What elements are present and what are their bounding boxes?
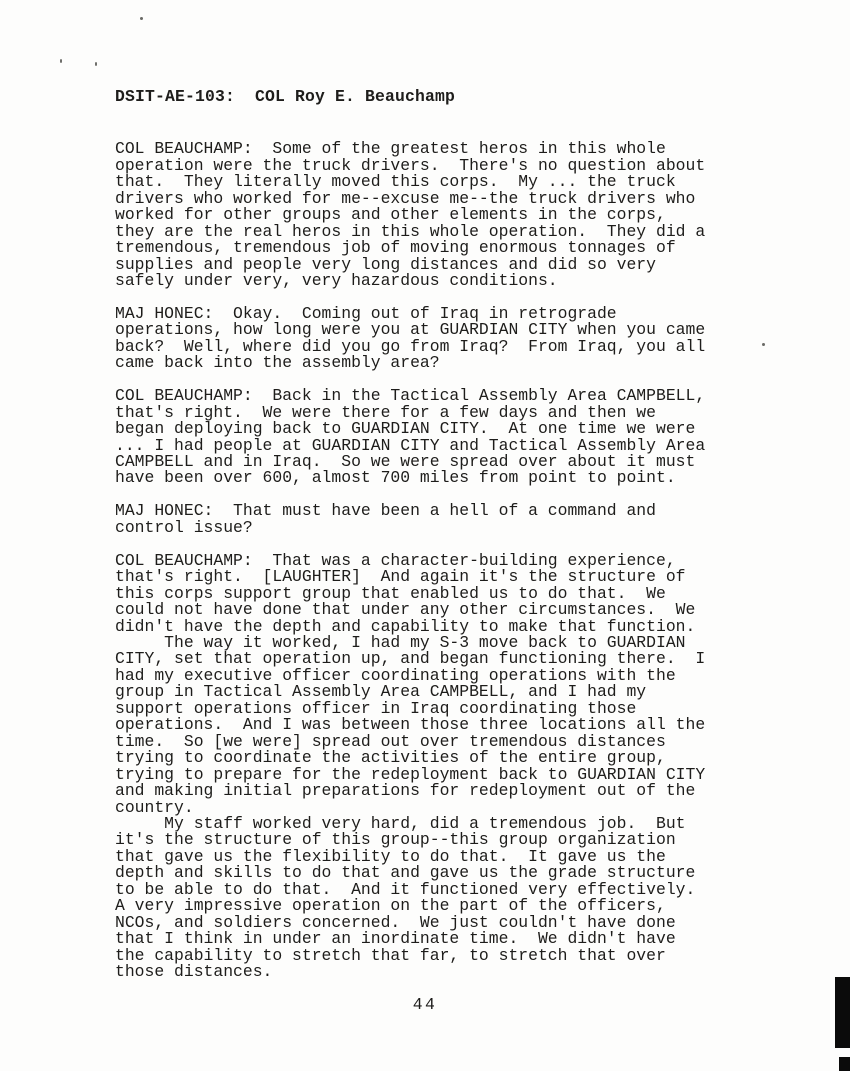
paragraph: COL BEAUCHAMP: That was a character-building experience, that's right. [LAUGHTER] And again it's the structure of this corps support group that enabled us to do that. We could not have done that under any other circumstances. We didn't have the depth and capability to make that function. The way it worked, I had my S-3 move back to GUARDIAN CITY, set that operation up, and began functioning there. I had my executive officer coordinating operations with the group in Tactical Assembly Area CAMPBELL, and I had my support operations officer in Iraq coordinating those operations. And I was between those three locations all the time. So [we were] spread out over tremendous distances trying to coordinate the activities of the entire group, trying to prepare for the redeployment back to GUARDIAN CITY and making initial preparations for redeployment out of the country. My staff worked very hard, did a tremendous job. But it's the structure of this group--this group organization that gave us the flexibility to do that. It gave us the depth and skills to do that and gave us the grade structure to be able to do that. And it functioned very effectively. A very impressive operation on the part of the officers, NCOs, and soldiers concerned. We just couldn't have done that I think in under an inordinate time. We didn't have the capability to stretch that far, to stretch that over those distances. [115,550,706,982]
scan-speck [95,62,97,66]
scan-speck [140,17,143,20]
paragraph: MAJ HONEC: That must have been a hell of a command and control issue? [115,501,656,537]
paragraph: MAJ HONEC: Okay. Coming out of Iraq in retrograde operations, how long were you at GUARDIAN CITY when you came back? Well, where did you go from Iraq? From Iraq, you all came back into the assembly area? [115,303,706,373]
scan-speck [60,59,62,63]
transcript-body [115,141,755,980]
document-header: DSIT-AE-103: COL Roy E. Beauchamp [115,87,455,106]
scan-artifact-top [835,977,850,1048]
scan-speck [762,343,765,346]
scan-artifact-bottom [839,1057,850,1071]
paragraph: COL BEAUCHAMP: Some of the greatest heros in this whole operation were the truck drivers. There's no question about that. They literally moved this corps. My ... the truck drivers who worked for me--excuse me--the truck drivers who worked for other groups and other elements in the corps, they are the real heros in this whole operation. They did a tremendous, tremendous job of moving enormous tonnages of supplies and people very long distances and did so very safely under very, very hazardous conditions. [115,139,706,291]
page-number: 44 [412,995,438,1014]
document-content [115,89,755,997]
paragraph: COL BEAUCHAMP: Back in the Tactical Assembly Area CAMPBELL, that's right. We were there for a few days and then we began deploying back to GUARDIAN CITY. At one time we were ... I had people at GUARDIAN CITY and Tactical Assembly Area CAMPBELL and in Iraq. So we were spread over about it must have been over 600, almost 700 miles from point to point. [115,386,706,488]
